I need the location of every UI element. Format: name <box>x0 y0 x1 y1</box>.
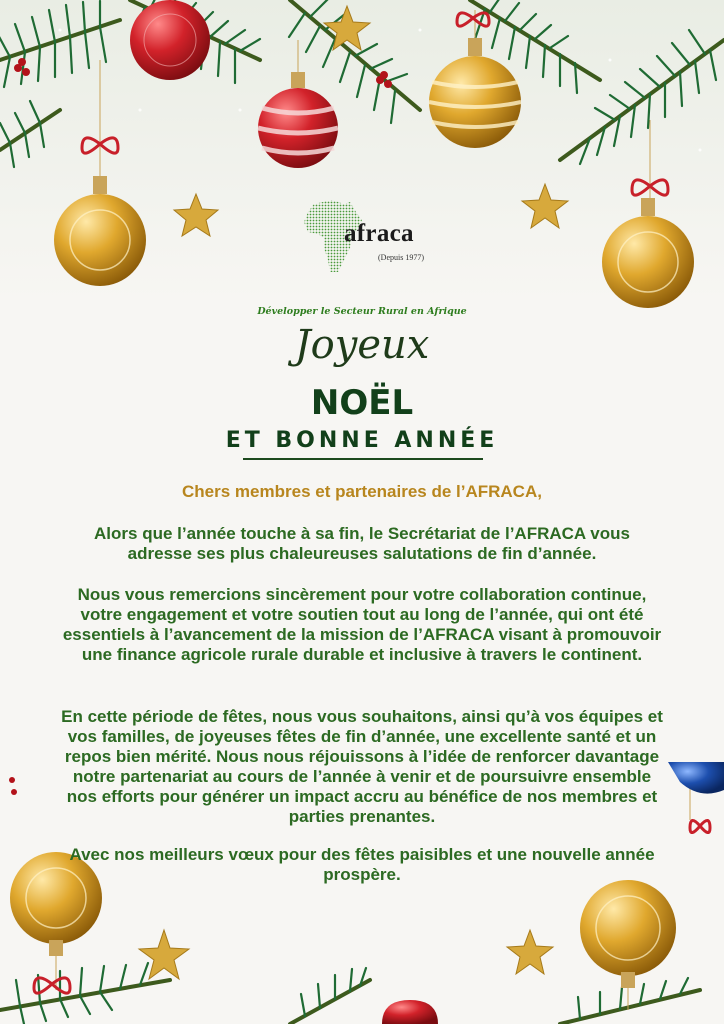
letter-paragraph: Nous vous remercions sincèrement pour votre collaboration continue, votre engagement et votre soutien tout au long de l’année, qui ont été essentiels à l’avancement de la mission de l’AFRACA visant à promouvoir une finance agricole rurale durable et inclusive à travers le continent. <box>62 585 662 664</box>
tagline: Développer le Secteur Rural en Afrique <box>257 306 467 317</box>
letter-paragraph: En cette période de fêtes, nous vous souhaitons, ainsi qu’à vos équipes et vos familles, de joyeuses fêtes de fin d’année, une excellente santé et un repos bien mérité. Nous nous réjouissons à l’idée de renforcer davantage notre partenariat au cours de l’année à venir et de poursuivre ensemble nos efforts pour générer un impact accru au bénéfice de nos membres et parties prenantes. <box>61 707 663 826</box>
title-noel: NOËL <box>310 383 414 423</box>
letter-greeting: Chers membres et partenaires de l’AFRACA, <box>182 482 542 501</box>
blue-ornament-icon <box>668 762 724 794</box>
letter-paragraph: Alors que l’année touche à sa fin, le Secrétariat de l’AFRACA vous adresse ses plus chaleureuses salutations de fin d’année. <box>94 524 630 563</box>
title-underline <box>243 458 483 460</box>
title-bonne-annee: ET BONNE ANNÉE <box>225 428 499 453</box>
gold-star-icon <box>139 930 553 979</box>
logo-name: afraca <box>344 220 414 247</box>
red-ornament-icon <box>382 1000 438 1024</box>
pine-branch-icon <box>0 963 700 1024</box>
title-joyeux: Joyeux <box>294 322 430 368</box>
letter-paragraph: Avec nos meilleurs vœux pour des fêtes paisibles et une nouvelle année prospère. <box>69 845 655 884</box>
afraca-logo <box>300 198 440 276</box>
logo-since: (Depuis 1977) <box>378 253 424 262</box>
